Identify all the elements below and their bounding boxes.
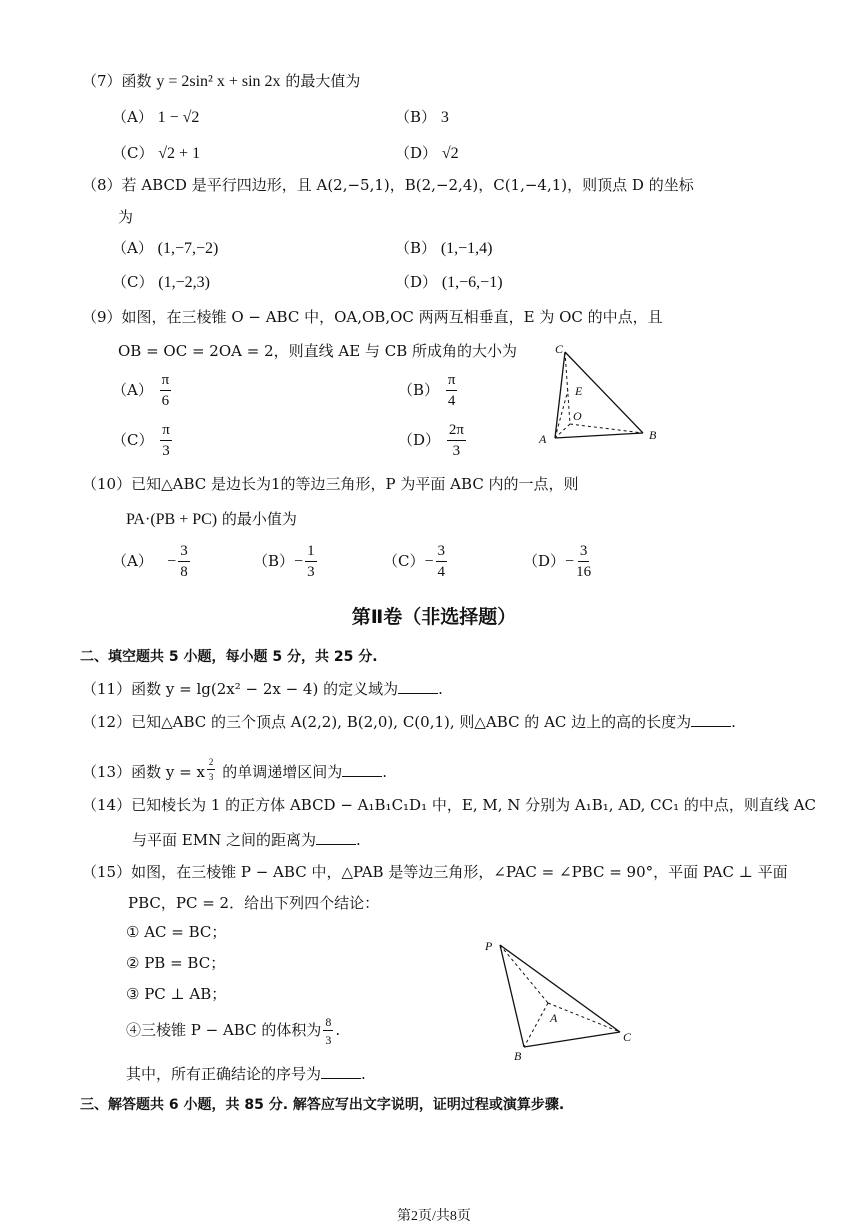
- q7-option-d: （D） √2: [395, 144, 459, 162]
- q15-pyramid-figure: [478, 935, 648, 1065]
- label-e: E: [575, 384, 583, 398]
- answer-blank[interactable]: [398, 679, 438, 694]
- q8-stem: （8）若 ABCD 是平行四边形，且 A(2,−5,1)，B(2,−2,4)，C(1,−4,1)，则顶点 D 的坐标: [82, 176, 694, 194]
- q9-stem-cont: OB = OC = 2OA = 2，则直线 AE 与 CB 所成角的大小为: [118, 342, 517, 360]
- section3-header: 三、解答题共 6 小题，共 85 分. 解答应写出文字说明，证明过程或演算步骤.: [80, 1097, 565, 1113]
- segment-ae: [555, 390, 568, 438]
- fraction: $\frac{1}{3}$: [307, 543, 315, 580]
- q9-option-c: （C） $\frac{\pi}{3}$: [112, 422, 170, 459]
- q9-option-d: （D） $\frac{2\pi}{3}$: [398, 422, 464, 459]
- q12: （12）已知△ABC 的三个顶点 A(2,2), B(2,0), C(0,1), 则△ABC 的 AC 边上的高的长度为 .: [82, 713, 736, 731]
- answer-blank[interactable]: [316, 830, 356, 845]
- q15-conclusion-1: ① AC = BC；: [126, 923, 227, 941]
- edge-ob: [570, 424, 643, 433]
- q8-option-d: （D） (1,−6,−1): [395, 273, 503, 291]
- q10-stem: （10）已知△ABC 是边长为1的等边三角形，P 为平面 ABC 内的一点，则: [82, 475, 579, 493]
- q11: （11）函数 y = lg(2x² − 2x − 4) 的定义域为 .: [82, 680, 443, 698]
- fraction: $\frac{\pi}{4}$: [447, 372, 456, 409]
- q7-option-a: （A） 1 − √2: [112, 108, 200, 126]
- q9-option-a: （A） $\frac{\pi}{6}$: [112, 372, 170, 409]
- q9-option-b: （B） $\frac{\pi}{4}$: [398, 372, 456, 409]
- q7-option-b: （B） 3: [395, 108, 449, 126]
- edge-ca: [555, 352, 565, 438]
- label-a: A: [550, 1011, 558, 1025]
- q15-stem-cont: PBC，PC = 2．给出下列四个结论：: [128, 894, 380, 912]
- answer-blank[interactable]: [691, 712, 731, 727]
- fraction: $\frac{\pi}{3}$: [162, 422, 170, 459]
- q10-option-d: （D）− $\frac{3}{16}$: [523, 543, 592, 580]
- q15-tail: 其中，所有正确结论的序号为 .: [126, 1065, 366, 1083]
- label-p: P: [485, 939, 493, 953]
- label-a: A: [539, 432, 547, 446]
- q7-stem: （7）函数 y = 2sin² x + sin 2x 的最大值为: [82, 72, 361, 90]
- q13: （13）函数 y = x $\frac{2}{3}$ 的单调递增区间为 .: [82, 757, 387, 782]
- q9-pyramid-figure: [525, 340, 675, 455]
- q15-stem: （15）如图，在三棱锥 P − ABC 中，△PAB 是等边三角形，∠PAC = ∠PBC = 90°，平面 PAC ⊥ 平面: [82, 863, 788, 881]
- edge-co: [565, 352, 570, 424]
- fraction: $\frac{3}{8}$: [180, 543, 188, 580]
- q8-option-c: （C） (1,−2,3): [112, 273, 210, 291]
- answer-blank[interactable]: [342, 762, 382, 777]
- section2-header: 二、填空题共 5 小题，每小题 5 分，共 25 分.: [80, 649, 378, 665]
- edge-ac: [548, 1003, 620, 1032]
- label-o: O: [573, 409, 582, 423]
- fraction: $\frac{3}{4}$: [437, 543, 446, 580]
- fraction: $\frac{8}{3}$: [325, 1015, 332, 1047]
- fraction: $\frac{\pi}{6}$: [161, 372, 170, 409]
- q14-stem-cont: 与平面 EMN 之间的距离为 .: [132, 831, 361, 849]
- label-b: B: [514, 1049, 522, 1063]
- part2-title: 第Ⅱ卷（非选择题）: [351, 606, 517, 628]
- exponent-fraction: $\frac{2}{3}$: [208, 757, 214, 782]
- edge-ab: [524, 1003, 548, 1047]
- answer-blank[interactable]: [321, 1064, 361, 1079]
- q15-conclusion-4: ④三棱锥 P − ABC 的体积为 $\frac{8}{3}$ .: [126, 1015, 341, 1047]
- edge-bc: [524, 1032, 620, 1047]
- fraction: $\frac{2\pi}{3}$: [448, 422, 464, 459]
- q15-conclusion-3: ③ PC ⊥ AB；: [126, 985, 227, 1003]
- label-b: B: [649, 428, 657, 442]
- q7-option-c: （C） √2 + 1: [112, 144, 201, 162]
- q10-option-c: （C）− $\frac{3}{4}$: [383, 543, 446, 580]
- q8-option-b: （B） (1,−1,4): [395, 239, 493, 257]
- label-c: C: [623, 1030, 632, 1044]
- label-c: C: [555, 342, 564, 356]
- q10-stem-cont: PA·(PB + PC) 的最小值为: [126, 510, 297, 528]
- q15-conclusion-2: ② PB = BC；: [126, 954, 226, 972]
- q14-stem: （14）已知棱长为 1 的正方体 ABCD − A₁B₁C₁D₁ 中，E, M, N 分别为 A₁B₁, AD, CC₁ 的中点，则直线 AC: [82, 796, 816, 814]
- q10-option-a: （A） − $\frac{3}{8}$: [112, 543, 188, 580]
- fraction: $\frac{3}{16}$: [576, 543, 592, 580]
- q8-option-a: （A） (1,−7,−2): [112, 239, 219, 257]
- q8-stem-cont: 为: [118, 208, 134, 226]
- q10-option-b: （B）− $\frac{1}{3}$: [253, 543, 315, 580]
- edge-ab: [555, 433, 643, 438]
- q9-stem: （9）如图，在三棱锥 O − ABC 中，OA,OB,OC 两两互相垂直，E 为 OC 的中点，且: [82, 308, 663, 326]
- page-footer: 第2页/共8页: [397, 1209, 471, 1224]
